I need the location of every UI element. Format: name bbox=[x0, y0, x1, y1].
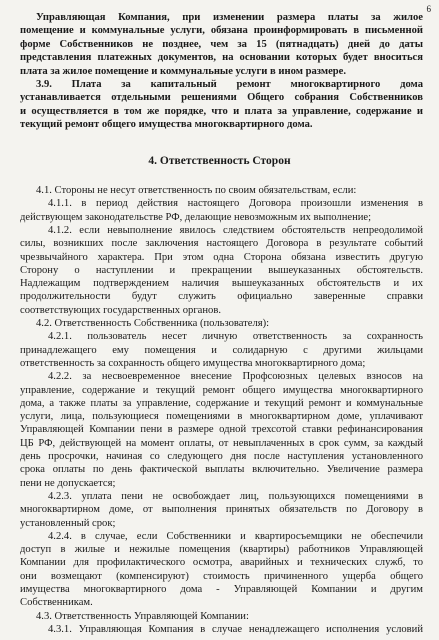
text-line: Компании для профилактического осмотра, аварийных и технических служб, то bbox=[20, 557, 423, 569]
text-line: ответственность за сохранность общего имущества многоквартирного дома; bbox=[20, 357, 366, 369]
text-line: 4.2.3. уплата пени не освобождает лиц, пользующихся помещениями в bbox=[48, 490, 423, 502]
section-heading: 4. Ответственность Сторон bbox=[148, 155, 291, 167]
text-line: текущий ремонт общего имущества многоквартирного дома. bbox=[20, 119, 313, 131]
text-line: они возмещают (компенсируют) стоимость причиненного ущерба общего bbox=[20, 570, 423, 582]
text-line: и осуществляется в том же порядке, что и плата за управление, содержание и bbox=[20, 105, 423, 117]
text-line: силы, возникших после заключения настоящего Договора в результате событий bbox=[20, 238, 423, 250]
text-line: пени не допускается; bbox=[20, 477, 116, 489]
text-line: 4.1.2. если невыполнение явилось следствием обстоятельств непреодолимой bbox=[48, 224, 423, 236]
text-line: продолжительности будут служить официально заверенные справки bbox=[20, 291, 423, 303]
text-line: срока оплаты по день фактической выплаты включительно. Увеличение размера bbox=[20, 464, 423, 476]
text-line: 4.2.4. в случае, если Собственники и квартиросъемщики не обеспечили bbox=[48, 530, 423, 542]
text-line: соответствующих государственных органов. bbox=[20, 304, 221, 316]
text-line: 4.1. Стороны не несут ответственность по своим обязательствам, если: bbox=[36, 185, 357, 196]
text-line: плата за жилое помещение и коммунальные услуги в ином размере. bbox=[20, 65, 347, 77]
text-line: 3.9. Плата за капитальный ремонт многоквартирного дома bbox=[36, 79, 423, 90]
text-line: форме Собственников не позднее, чем за 15 (пятнадцать) дней до даты bbox=[20, 38, 423, 50]
text-line: услуги, лица, пользующиеся помещениями в многоквартирном доме, уплачивают bbox=[20, 411, 423, 423]
text-line: устанавливается отдельными решениями Общего собрания Собственников bbox=[20, 92, 423, 104]
text-line: доступ в жилые и нежилые помещения (квартиры) работников Управляющей bbox=[20, 544, 423, 556]
text-line: Управляющая Компания, при изменении размера платы за жилое bbox=[36, 12, 423, 23]
text-line: Сторону о наступлении и прекращении вышеуказанных обстоятельств. bbox=[20, 264, 423, 276]
text-line: 4.2. Ответственность Собственника (пользователя): bbox=[36, 318, 270, 329]
text-line: представления платежных документов, на основании которых будет вноситься bbox=[20, 52, 423, 64]
text-line: день просрочки, начиная со следующего дня после наступления установленного bbox=[20, 451, 423, 462]
text-line: многоквартирном доме, от выполнения принятых обязательств по Договору в bbox=[20, 504, 423, 516]
text-line: Надлежащим подтверждением наличия вышеуказанных обстоятельств и их bbox=[20, 278, 423, 290]
text-line: 4.1.1. в период действия настоящего Договора произошли изменения в bbox=[48, 198, 423, 210]
text-line: Собственникам. bbox=[20, 597, 93, 609]
page-number: 6 bbox=[426, 4, 431, 14]
text-line: ЦБ РФ, действующей на момент оплаты, от невыплаченных в срок сумм, за каждый bbox=[20, 437, 423, 449]
text-line: 4.2.2. за несвоевременное внесение Профсоюзных целевых взносов на bbox=[48, 371, 423, 383]
text-line: Управляющей Компании пени в размере одной трехсотой ставки рефинансирования bbox=[20, 424, 423, 436]
text-line: помещение и коммунальные услуги, обязана проинформировать в письменной bbox=[20, 25, 423, 37]
text-line: имущества многоквартирного дома - Управляющей Компании и другим bbox=[20, 584, 423, 595]
text-line: действующем законодательстве РФ, делающие невозможным их выполнение; bbox=[20, 211, 372, 223]
text-line: установленный срок; bbox=[20, 517, 116, 529]
text-line: 4.2.1. пользователь несет личную ответственность за сохранность bbox=[48, 331, 423, 343]
text-line: чрезвычайного характера. При этом одна Сторона обязана известить другую bbox=[20, 251, 423, 263]
text-line: дома, а также платы за управление, содержание и текущий ремонт и коммунальные bbox=[20, 397, 423, 409]
text-line: управление, содержание и текущий ремонт общего имущества многоквартирного bbox=[20, 384, 423, 396]
text-line: 4.3.1. Управляющая Компания в случае ненадлежащего исполнения условий bbox=[48, 623, 423, 635]
text-line: принадлежащего ему помещения и солидарную с другими жильцами bbox=[20, 344, 423, 356]
text-line: 4.3. Ответственность Управляющей Компании: bbox=[36, 610, 249, 622]
